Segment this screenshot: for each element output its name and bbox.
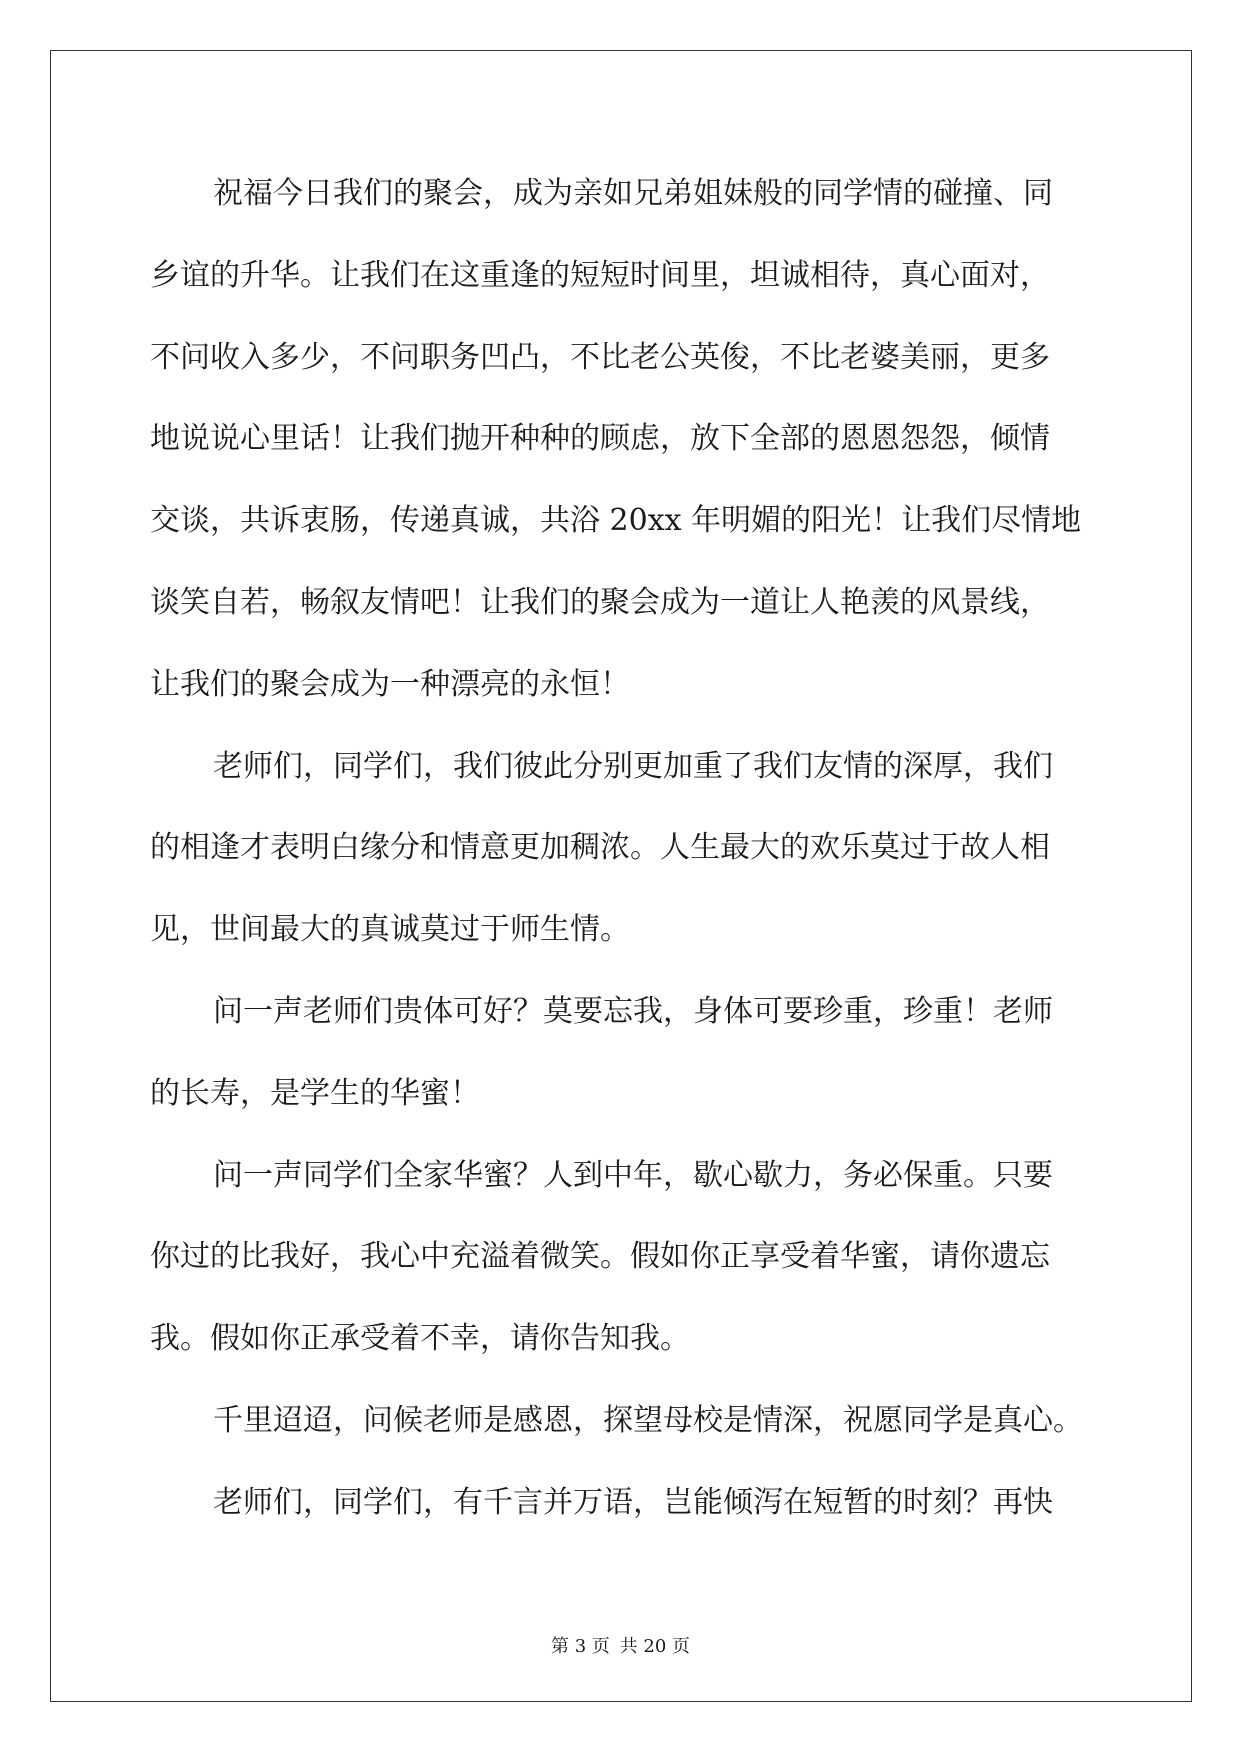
text-line: 不问收入多少，不问职务凹凸，不比老公英俊，不比老婆美丽，更多 (150, 339, 1050, 375)
text-line: 你过的比我好，我心中充溢着微笑。假如你正享受着华蜜，请你遗忘 (150, 1239, 1050, 1275)
text-line: 的长寿，是学生的华蜜！ (150, 1075, 480, 1111)
page-number: 第 3 页 (551, 1636, 610, 1657)
text-line: 谈笑自若，畅叙友情吧！让我们的聚会成为一道让人艳羡的风景线， (150, 584, 1050, 620)
text-line: 我。假如你正承受着不幸，请你告知我。 (150, 1321, 690, 1357)
text-line: 让我们的聚会成为一种漂亮的永恒！ (150, 666, 630, 702)
text-line: 老师们，同学们，我们彼此分别更加重了我们友情的深厚，我们 (213, 748, 1053, 784)
text-line: 老师们，同学们，有千言并万语，岂能倾泻在短暂的时刻？再快 (213, 1484, 1053, 1520)
total-pages: 共 20 页 (619, 1636, 690, 1657)
text-line: 千里迢迢，问候老师是感恩，探望母校是情深，祝愿同学是真心。 (213, 1402, 1083, 1438)
text-line: 祝福今日我们的聚会，成为亲如兄弟姐妹般的同学情的碰撞、同 (213, 176, 1053, 211)
text-line: 的相逢才表明白缘分和情意更加稠浓。人生最大的欢乐莫过于故人相 (150, 830, 1050, 866)
text-line: 乡谊的升华。让我们在这重逢的短短时间里，坦诚相待，真心面对， (150, 257, 1050, 293)
text-line: 交谈，共诉衷肠，传递真诚，共浴 20xx 年明媚的阳光！让我们尽情地 (150, 503, 1082, 539)
text-line: 地说说心里话！让我们抛开种种的顾虑，放下全部的恩恩怨怨，倾情 (150, 421, 1050, 457)
page-footer (0, 1632, 1241, 1658)
document-body (150, 158, 1090, 1549)
text-line: 见，世间最大的真诚莫过于师生情。 (150, 912, 630, 948)
text-line: 问一声同学们全家华蜜？人到中年，歇心歇力，务必保重。只要 (213, 1157, 1053, 1193)
text-line: 问一声老师们贵体可好？莫要忘我，身体可要珍重，珍重！老师 (213, 993, 1053, 1029)
